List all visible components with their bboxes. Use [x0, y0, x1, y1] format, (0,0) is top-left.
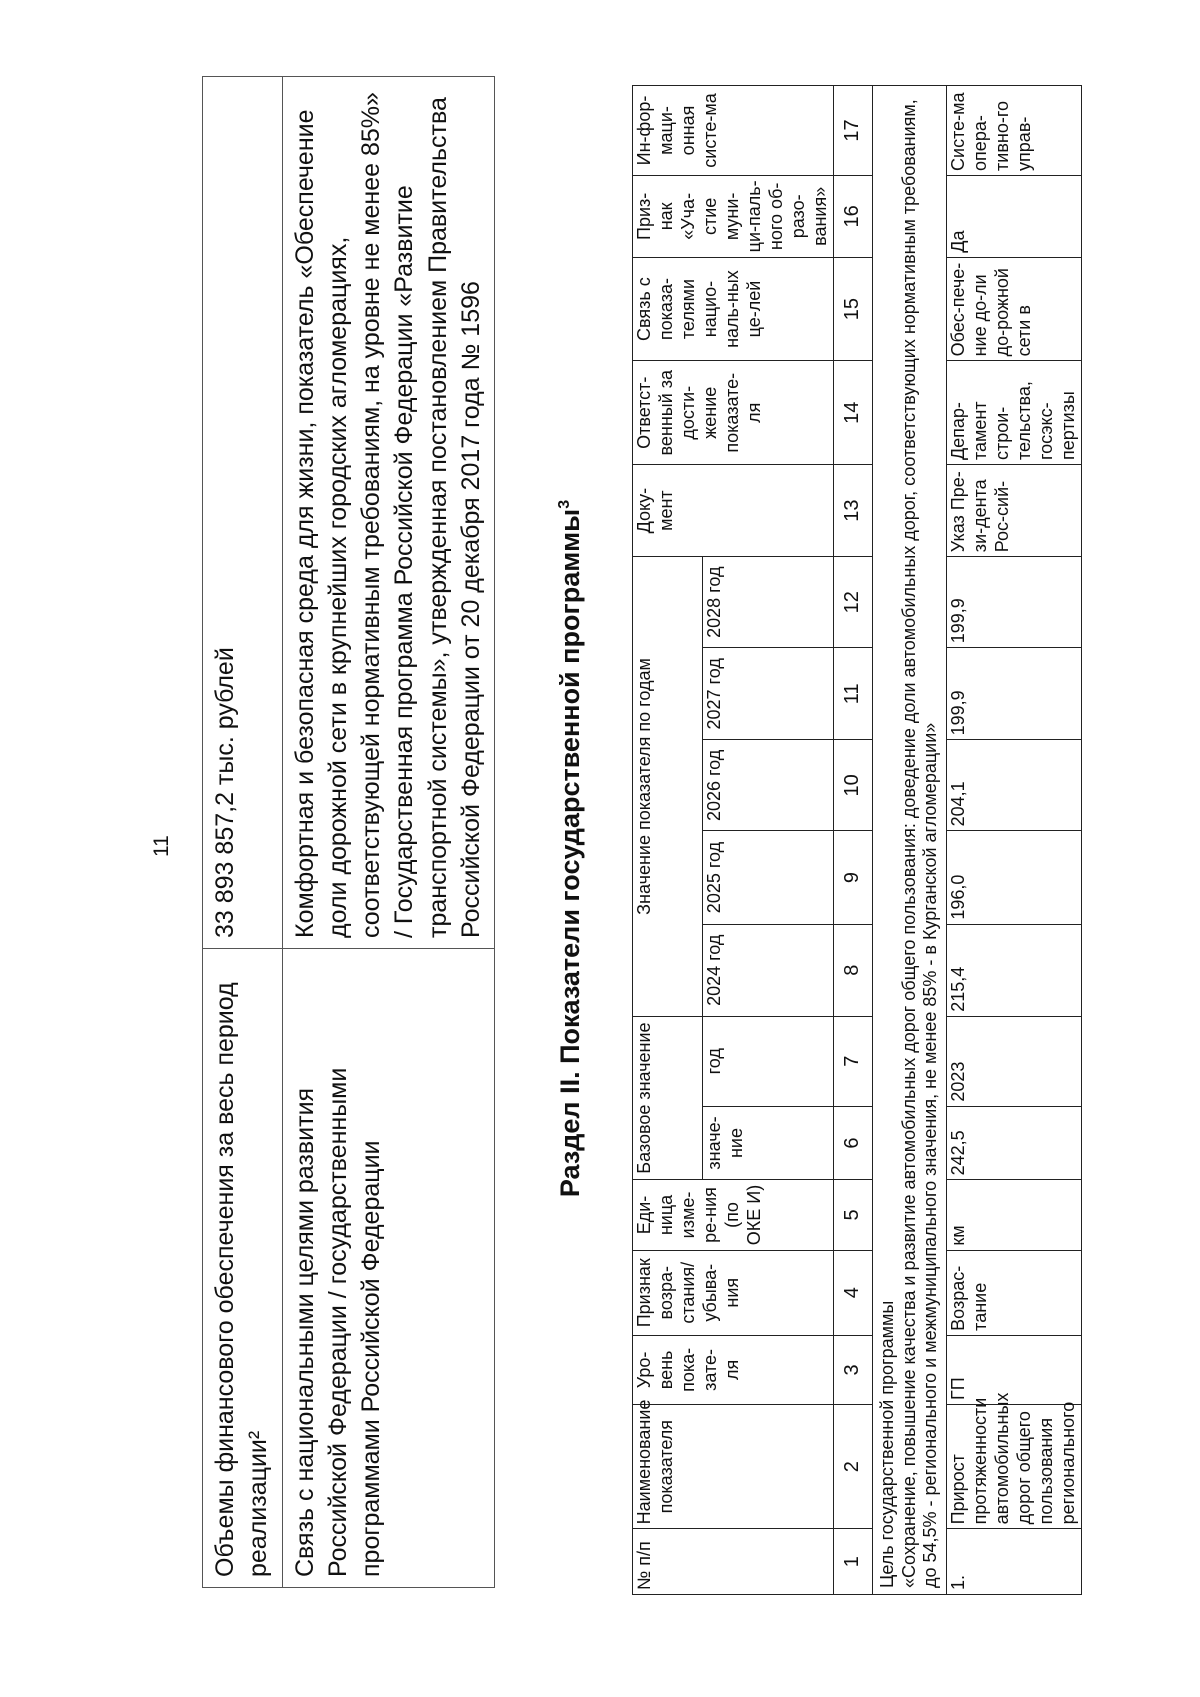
table-row	[947, 86, 1082, 1595]
header-responsible: Ответст-венный за дости-жение показате-ля	[633, 361, 834, 465]
header-year-2027: 2027 год	[702, 648, 833, 740]
header-year-2026: 2026 год	[702, 740, 833, 831]
goal-row	[872, 86, 947, 1595]
goal-label: Цель государственной программы	[876, 1300, 897, 1588]
row-name: Прирост протяженности автомобильных дорог общего пользования регионального	[947, 1404, 1082, 1528]
header-year-2028: 2028 год	[702, 557, 833, 648]
row-level: ГП	[947, 1335, 1082, 1404]
column-number: 3	[833, 1335, 872, 1404]
header-info: Ин-фор-маци-онная систе-ма	[633, 86, 834, 176]
passport-value: Комфортная и безопасная среда для жизни, показатель «Обеспечение доли дорожной сети в крупнейших городских агломерациях, соответствующей нормативным требованиям, на уровне не менее 85%» / Государственная программа Российской Федерации «Развитие транспортной системы», утвержденная постановлением Правительства Российской Федерации от 20 декабря 2017 года № 1596	[282, 77, 495, 949]
passport-key: Объемы финансового обеспечения за весь период реализации²	[203, 949, 283, 1588]
column-number: 14	[833, 361, 872, 465]
column-number: 17	[833, 86, 872, 176]
passport-row	[203, 77, 283, 1588]
column-number: 13	[833, 465, 872, 557]
section-title-text: Раздел II. Показатели государственной программы	[555, 508, 585, 1198]
row-base-year: 2023	[947, 1016, 1082, 1106]
header-sign: Признак возра-стания/ убыва-ния	[633, 1250, 834, 1335]
column-number: 11	[833, 648, 872, 740]
header-year-2025: 2025 год	[702, 831, 833, 924]
goal-text: «Сохранение, повышение качества и развитие автомобильных дорог общего пользования: доведение доли автомобильных дорог, соответствующих нормативным требованиям, до 54,5% - регионального и межмуниципального значения, не менее 85% - в Курганской агломерации»	[898, 99, 941, 1588]
column-number: 15	[833, 257, 872, 361]
column-number: 8	[833, 924, 872, 1016]
footnote-mark: 3	[556, 499, 573, 509]
header-level: Уро-вень пока-зате-ля	[633, 1335, 834, 1404]
row-base-value: 242,5	[947, 1106, 1082, 1180]
header-values-by-year: Значение показателя по годам	[633, 557, 703, 1017]
header-municipal: Приз-нак «Уча-стие муни-ци-паль-ного об-разо-вания»	[633, 175, 834, 257]
page-number: 11	[150, 835, 173, 857]
row-value-2028: 199,9	[947, 557, 1082, 648]
header-num: № п/п	[633, 1529, 834, 1595]
goal-cell	[872, 86, 947, 1595]
row-sign: Возрас-тание	[947, 1250, 1082, 1335]
column-number: 2	[833, 1404, 872, 1528]
section-title	[555, 0, 586, 1697]
row-unit: км	[947, 1180, 1082, 1250]
header-base-value: значе-ние	[702, 1106, 833, 1180]
row-value-2026: 204,1	[947, 740, 1082, 831]
header-link: Связь с показа-телями нацио-наль-ных це-лей	[633, 257, 834, 361]
row-municipal: Да	[947, 175, 1082, 257]
header-row	[633, 86, 703, 1595]
column-number: 4	[833, 1250, 872, 1335]
header-unit: Еди-ница изме-ре-ния (по ОКЕ И)	[633, 1180, 834, 1250]
passport-value: 33 893 857,2 тыс. рублей	[203, 77, 283, 949]
row-num: 1.	[947, 1529, 1082, 1595]
row-doc: Указ Пре-зи-дента Рос-сий-	[947, 465, 1082, 557]
header-doc: Доку-мент	[633, 465, 834, 557]
row-link: Обес-пече-ние до-ли до-рожной сети в	[947, 257, 1082, 361]
row-info: Систе-ма опера-тивно-го управ-	[947, 86, 1082, 176]
row-value-2025: 196,0	[947, 831, 1082, 924]
column-number: 10	[833, 740, 872, 831]
column-number: 16	[833, 175, 872, 257]
header-year-2024: 2024 год	[702, 924, 833, 1016]
header-base-year: год	[702, 1016, 833, 1106]
indicators-table	[632, 85, 1082, 1595]
passport-row	[282, 77, 495, 1588]
header-base: Базовое значение	[633, 1016, 703, 1180]
row-responsible: Депар-тамент строи-тельства, госэкс-пертизы	[947, 361, 1082, 465]
column-number: 5	[833, 1180, 872, 1250]
passport-key: Связь с национальными целями развития Российской Федерации / государственными программами Российской Федерации	[282, 949, 495, 1588]
column-number: 12	[833, 557, 872, 648]
column-number: 7	[833, 1016, 872, 1106]
passport-table	[202, 76, 495, 1588]
row-value-2024: 215,4	[947, 924, 1082, 1016]
column-number: 9	[833, 831, 872, 924]
column-numbers-row	[833, 86, 872, 1595]
header-name: Наименование показателя	[633, 1404, 834, 1528]
column-number: 1	[833, 1529, 872, 1595]
row-value-2027: 199,9	[947, 648, 1082, 740]
column-number: 6	[833, 1106, 872, 1180]
